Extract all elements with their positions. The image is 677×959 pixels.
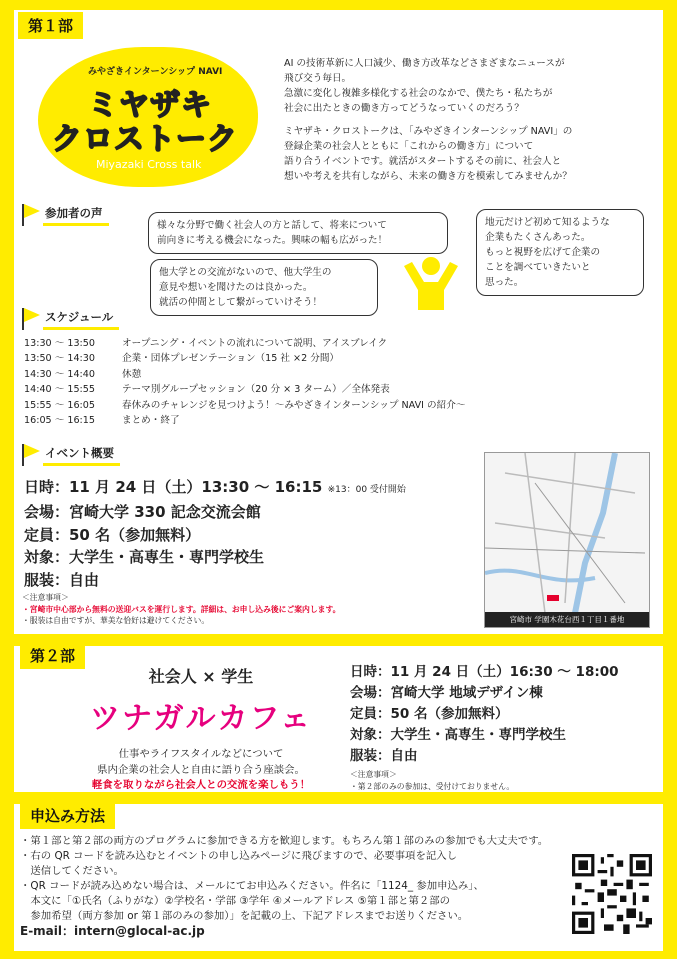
event-capacity: 定員：50 名（参加無料）: [24, 525, 201, 544]
intro-line: 登録企業の社会人とともに「これからの働き方」について: [284, 141, 534, 152]
person-cheering-icon: [398, 252, 464, 314]
voice-line: 前向きに考える機会になった。興味の幅も広がった！: [157, 235, 388, 246]
flag-icon: [24, 308, 40, 322]
event-dress: 服装：自由: [24, 570, 100, 589]
intro-line: 想いや考えを共有しながら、未来の働き方を模索してみませんか？: [284, 171, 572, 182]
map-drawing: [485, 453, 650, 628]
map-caption: 宮崎市 学園木花台西１丁目１番地: [485, 612, 649, 627]
apply-line: 本文に「①氏名（ふりがな）②学校名・学部 ③学年 ④メールアドレス ⑤第１部と第２部の: [20, 895, 451, 907]
voice-line: 意見や想いを聞けたのは良かった。: [159, 282, 313, 293]
schedule-row: [24, 382, 465, 397]
voice-line: 他大学との交流がないので、他大学生の: [159, 267, 332, 278]
schedule-item: テーマ別グループセッション（20 分 × 3 ターム）／全体発表: [122, 384, 390, 396]
schedule-row: [24, 336, 465, 351]
voice-line: 地元だけど初めて知るような: [485, 217, 610, 228]
logo-title-line1: ミヤザキ: [88, 88, 212, 123]
schedule-time: 16:05 ～ 16:15: [24, 415, 95, 427]
schedule-time: 13:50 ～ 14:30: [24, 353, 95, 365]
part2-capacity: 定員：50 名（参加無料）: [350, 706, 509, 722]
schedule-row: [24, 351, 465, 366]
voice-line: 企業もたくさんあった。: [485, 232, 591, 243]
part2-notes: [350, 769, 619, 792]
intro-line: AI の技術革新に人口減少、働き方改革などさまざまなニュースが: [284, 58, 565, 69]
apply-line: ・QR コードが読み込めない場合は、メールにてお申込みください。件名に「1124_ 参加申込み」、: [20, 880, 484, 892]
voice-line: ことを調べていきたいと: [485, 262, 591, 273]
qr-code-icon[interactable]: [572, 854, 652, 934]
divider: [0, 634, 677, 646]
part2-target: 対象：大学生・高専生・専門学校生: [350, 727, 566, 743]
schedule-label: スケジュール: [43, 309, 119, 330]
intro-text: [284, 56, 654, 184]
flag-icon: [24, 204, 40, 218]
part1-tag: 第１部: [18, 12, 83, 39]
apply-line: 参加希望（両方参加 or 第１部のみの参加）」を記載の上、下記アドレスまでお送りください。: [20, 910, 469, 922]
event-date-text: 日時：11 月 24 日（土）13:30 ～ 16:15: [24, 478, 323, 496]
event-date: [24, 476, 406, 501]
apply-instructions: [20, 834, 660, 939]
schedule-time: 14:40 ～ 15:55: [24, 384, 95, 396]
event-target: 対象：大学生・高専生・専門学校生: [24, 548, 265, 567]
cafe-title: ツナガルカフェ: [90, 701, 312, 736]
voice-line: 様々な分野で働く社会人の方と話して、将来について: [157, 220, 387, 231]
notes-title: ＜注意事項＞: [22, 593, 69, 602]
apply-line: 送信してください。: [20, 865, 124, 877]
note-dress: ・服装は自由ですが、華美な恰好は避けてください。: [22, 616, 210, 625]
part2-desc: 仕事やライフスタイルなどについて: [118, 748, 284, 760]
email-address[interactable]: E-mail：intern@glocal-ac.jp: [20, 924, 205, 938]
event-date-note: ※13：00 受付開始: [327, 485, 406, 495]
event-venue: 会場：宮崎大学 330 記念交流会館: [24, 503, 261, 522]
voice-line: 思った。: [485, 277, 524, 288]
intro-line: 語り合うイベントです。就活がスタートするその前に、社会人と: [284, 156, 562, 167]
note-bus: ・宮崎市中心部から無料の送迎バスを運行します。詳細は、お申し込み後にご案内します。: [22, 604, 341, 614]
schedule-heading: [22, 308, 119, 330]
schedule-row: [24, 413, 465, 428]
event-details: [24, 476, 406, 591]
apply-tag: 申込み方法: [20, 802, 115, 829]
note-part2-only: ・第２部のみの参加は、受付けておりません。: [350, 781, 515, 791]
flag-icon: [24, 444, 40, 458]
voice-bubble-1: [148, 212, 448, 254]
voice-bubble-2: [150, 259, 378, 316]
schedule-time: 15:55 ～ 16:05: [24, 399, 95, 411]
venue-map: [484, 452, 650, 628]
schedule-row: [24, 398, 465, 413]
venue-marker-icon: [547, 595, 559, 601]
voices-heading: [22, 204, 109, 226]
schedule-item: 春休みのチャレンジを見つけよう！～みやざきインターンシップ NAVI の紹介～: [122, 399, 466, 411]
part2-intro: [56, 664, 346, 794]
schedule-item: まとめ・終了: [122, 415, 180, 427]
intro-line: 急激に変化し複雑多様化する社会のなかで、僕たち・私たちが: [284, 88, 553, 99]
part1-notes: [22, 592, 340, 627]
part2-desc-highlight: 軽食を取りながら社会人との交流を楽しもう！: [91, 779, 311, 792]
event-label: イベント概要: [43, 445, 120, 466]
voice-line: もっと視野を広げて企業の: [485, 247, 601, 258]
apply-line: ・右の QR コードを読み込むとイベントの申し込みページに飛びますので、必要事項を記入し: [20, 850, 458, 862]
schedule-list: [24, 336, 465, 428]
voice-line: 就活の仲間として繋がっていけそう！: [159, 297, 323, 308]
schedule-row: [24, 367, 465, 382]
intro-line: ミヤザキ・クロストークは、「みやざきインターンシップ NAVI」の: [284, 126, 573, 137]
part2-heading: 社会人 × 学生: [148, 667, 254, 686]
schedule-item: 企業・団体プレゼンテーション（15 社 ×2 分間）: [122, 353, 340, 365]
event-heading: [22, 444, 120, 466]
logo-title-line2: クロストーク: [52, 122, 238, 157]
part2-date: 日時：11 月 24 日（土）16:30 ～ 18:00: [350, 664, 619, 680]
schedule-item: 休憩: [122, 368, 142, 380]
part2-tag: 第２部: [20, 642, 85, 669]
schedule-item: オープニング・イベントの流れについて説明、アイスブレイク: [122, 338, 388, 349]
part2-details: [350, 662, 619, 792]
voices-label: 参加者の声: [43, 205, 109, 226]
logo-english: Miyazaki Cross talk: [96, 158, 202, 171]
schedule-time: 14:30 ～ 14:40: [24, 368, 95, 380]
part2-dress: 服装：自由: [350, 748, 418, 764]
logo-subtitle: みやざきインターンシップ NAVI: [88, 67, 223, 77]
intro-line: 社会に出たときの働き方ってどうなっていくのだろう？: [284, 103, 524, 114]
schedule-time: 13:30 ～ 13:50: [24, 338, 95, 349]
part2-desc: 県内企業の社会人と自由に語り合う座談会。: [97, 763, 305, 776]
notes-title: ＜注意事項＞: [350, 770, 397, 779]
voice-bubble-3: [476, 209, 644, 296]
part2-venue: 会場：宮崎大学 地域デザイン棟: [350, 685, 543, 701]
intro-line: 飛び交う毎日。: [284, 73, 352, 84]
apply-line: ・第１部と第２部の両方のプログラムに参加できる方を歓迎します。もちろん第１部のみの参加でも大丈夫です。: [20, 835, 549, 847]
